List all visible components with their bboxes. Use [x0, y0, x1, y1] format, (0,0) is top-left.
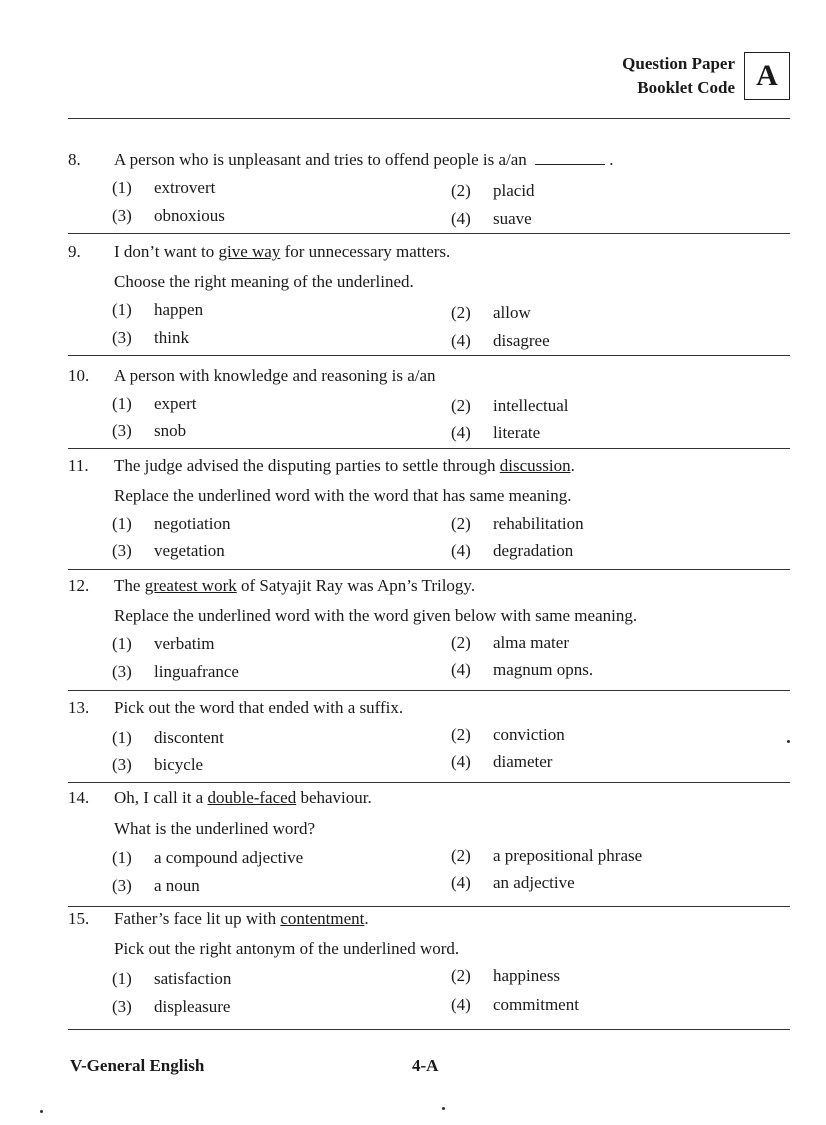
option-text: a noun	[154, 876, 200, 895]
underlined-text: discussion	[499, 456, 571, 475]
option-2	[451, 966, 560, 986]
option-4	[451, 660, 593, 680]
question-number: 8.	[68, 150, 81, 169]
option-text: negotiation	[154, 514, 231, 533]
question-number: 10.	[68, 366, 90, 385]
booklet-code-label	[622, 52, 735, 100]
option-number: (1)	[112, 848, 132, 867]
option-number: (2)	[451, 396, 471, 415]
option-text: snob	[154, 421, 187, 440]
option-4	[451, 423, 540, 443]
option-text: extrovert	[154, 178, 216, 197]
option-text: think	[154, 328, 189, 347]
question-number: 9.	[68, 242, 81, 261]
option-2	[451, 303, 531, 323]
option-number: (4)	[451, 995, 471, 1014]
option-text: placid	[493, 181, 535, 200]
option-4	[451, 209, 532, 229]
question-text-main: A person who is unpleasant and tries to offend people is a/an	[114, 150, 527, 169]
option-1	[112, 969, 231, 989]
option-text: satisfaction	[154, 969, 232, 988]
question-text-end: .	[609, 150, 614, 169]
text-part: Father’s face lit up with	[114, 909, 281, 928]
option-text: allow	[493, 303, 531, 322]
option-text: happiness	[493, 966, 561, 985]
option-text: magnum opns.	[493, 660, 594, 679]
question-number: 13.	[68, 698, 90, 717]
option-number: (3)	[112, 328, 132, 347]
option-1	[112, 634, 214, 654]
option-text: literate	[493, 423, 541, 442]
question-text	[114, 576, 475, 596]
question-divider	[68, 448, 790, 449]
scan-speck	[40, 1110, 43, 1113]
option-text: discontent	[154, 728, 224, 747]
option-2	[451, 846, 642, 866]
option-number: (2)	[451, 303, 471, 322]
text-part: .	[364, 909, 369, 928]
option-1	[112, 728, 224, 748]
option-number: (4)	[451, 541, 471, 560]
option-number: (1)	[112, 300, 132, 319]
question-number: 14.	[68, 788, 90, 807]
option-text: vegetation	[154, 541, 225, 560]
option-number: (1)	[112, 969, 132, 988]
option-text: intellectual	[493, 396, 569, 415]
option-text: suave	[493, 209, 532, 228]
option-number: (4)	[451, 873, 471, 892]
option-text: linguafrance	[154, 662, 239, 681]
option-3	[112, 997, 230, 1017]
option-text: a compound adjective	[154, 848, 304, 867]
option-3	[112, 421, 186, 441]
question-text	[114, 150, 614, 170]
option-number: (1)	[112, 178, 132, 197]
option-text: alma mater	[493, 633, 569, 652]
question-divider	[68, 782, 790, 783]
underlined-text: give way	[218, 242, 281, 261]
question-instruction: What is the underlined word?	[114, 819, 316, 838]
option-number: (4)	[451, 331, 471, 350]
question-text	[114, 909, 369, 929]
option-text: obnoxious	[154, 206, 225, 225]
option-3	[112, 328, 189, 348]
text-part: behaviour.	[296, 788, 372, 807]
booklet-code-label-line2: Booklet Code	[637, 78, 735, 97]
option-number: (1)	[112, 514, 132, 533]
option-text: rehabilitation	[493, 514, 584, 533]
option-text: expert	[154, 394, 197, 413]
option-number: (1)	[112, 394, 132, 413]
text-part: The	[114, 576, 145, 595]
option-text: degradation	[493, 541, 574, 560]
question-text	[114, 788, 372, 808]
underlined-text: double-faced	[207, 788, 297, 807]
option-4	[451, 873, 575, 893]
question-divider	[68, 569, 790, 570]
option-text: verbatim	[154, 634, 215, 653]
question-instruction: Pick out the right antonym of the underlined word.	[114, 939, 460, 958]
text-part: of Satyajit Ray was Apn’s Trilogy.	[236, 576, 476, 595]
option-text: conviction	[493, 725, 565, 744]
question-number: 11.	[68, 456, 89, 475]
text-part: for unnecessary matters.	[280, 242, 451, 261]
option-number: (4)	[451, 752, 471, 771]
option-1	[112, 300, 203, 320]
answer-blank	[535, 164, 605, 165]
option-text: commitment	[493, 995, 579, 1014]
booklet-code-box: A	[744, 52, 790, 100]
option-1	[112, 394, 196, 414]
booklet-code-label-line1: Question Paper	[622, 54, 735, 73]
question-divider	[68, 690, 790, 691]
option-3	[112, 755, 203, 775]
underlined-text: greatest work	[144, 576, 237, 595]
footer-subject: V-General English	[70, 1056, 205, 1075]
option-number: (1)	[112, 634, 132, 653]
question-text	[114, 456, 575, 476]
option-text: displeasure	[154, 997, 231, 1016]
option-4	[451, 331, 550, 351]
text-part: I don’t want to	[114, 242, 219, 261]
option-4	[451, 995, 579, 1015]
question-divider	[68, 906, 790, 907]
question-text: A person with knowledge and reasoning is a/an	[114, 366, 436, 385]
question-divider	[68, 1029, 790, 1030]
option-number: (3)	[112, 206, 132, 225]
question-text	[114, 242, 450, 262]
option-text: diameter	[493, 752, 553, 771]
option-2	[451, 396, 569, 416]
underlined-text: contentment	[280, 909, 365, 928]
scan-speck	[442, 1107, 445, 1110]
option-2	[451, 725, 565, 745]
option-4	[451, 541, 573, 561]
option-text: happen	[154, 300, 204, 319]
header-divider	[68, 118, 790, 119]
option-number: (2)	[451, 514, 471, 533]
question-instruction: Replace the underlined word with the word given below with same meaning.	[114, 606, 638, 625]
option-number: (3)	[112, 997, 132, 1016]
question-instruction: Replace the underlined word with the word that has same meaning.	[114, 486, 572, 505]
option-2	[451, 181, 535, 201]
option-3	[112, 541, 225, 561]
option-3	[112, 206, 225, 226]
option-number: (3)	[112, 662, 132, 681]
option-number: (1)	[112, 728, 132, 747]
booklet-code-block	[600, 52, 790, 102]
option-3	[112, 876, 200, 896]
option-2	[451, 633, 569, 653]
option-number: (3)	[112, 541, 132, 560]
question-number: 15.	[68, 909, 90, 928]
option-number: (2)	[451, 846, 471, 865]
option-1	[112, 178, 215, 198]
footer-page-number: 4-A	[412, 1056, 439, 1075]
option-number: (2)	[451, 181, 471, 200]
option-text: an adjective	[493, 873, 575, 892]
option-3	[112, 662, 239, 682]
option-text: bicycle	[154, 755, 204, 774]
option-number: (4)	[451, 209, 471, 228]
option-1	[112, 848, 303, 868]
option-number: (4)	[451, 423, 471, 442]
question-number: 12.	[68, 576, 90, 595]
option-text: a prepositional phrase	[493, 846, 643, 865]
question-instruction: Choose the right meaning of the underlined.	[114, 272, 414, 291]
question-divider	[68, 355, 790, 356]
option-2	[451, 514, 584, 534]
option-number: (2)	[451, 966, 471, 985]
text-part: Oh, I call it a	[114, 788, 208, 807]
option-number: (4)	[451, 660, 471, 679]
option-number: (2)	[451, 725, 471, 744]
question-text: Pick out the word that ended with a suffix.	[114, 698, 404, 717]
question-divider	[68, 233, 790, 234]
text-part: The judge advised the disputing parties to settle through	[114, 456, 500, 475]
option-number: (3)	[112, 876, 132, 895]
option-text: disagree	[493, 331, 550, 350]
option-number: (3)	[112, 421, 132, 440]
option-1	[112, 514, 230, 534]
option-number: (3)	[112, 755, 132, 774]
text-part: .	[570, 456, 575, 475]
option-4	[451, 752, 552, 772]
option-number: (2)	[451, 633, 471, 652]
scan-speck	[787, 740, 790, 743]
